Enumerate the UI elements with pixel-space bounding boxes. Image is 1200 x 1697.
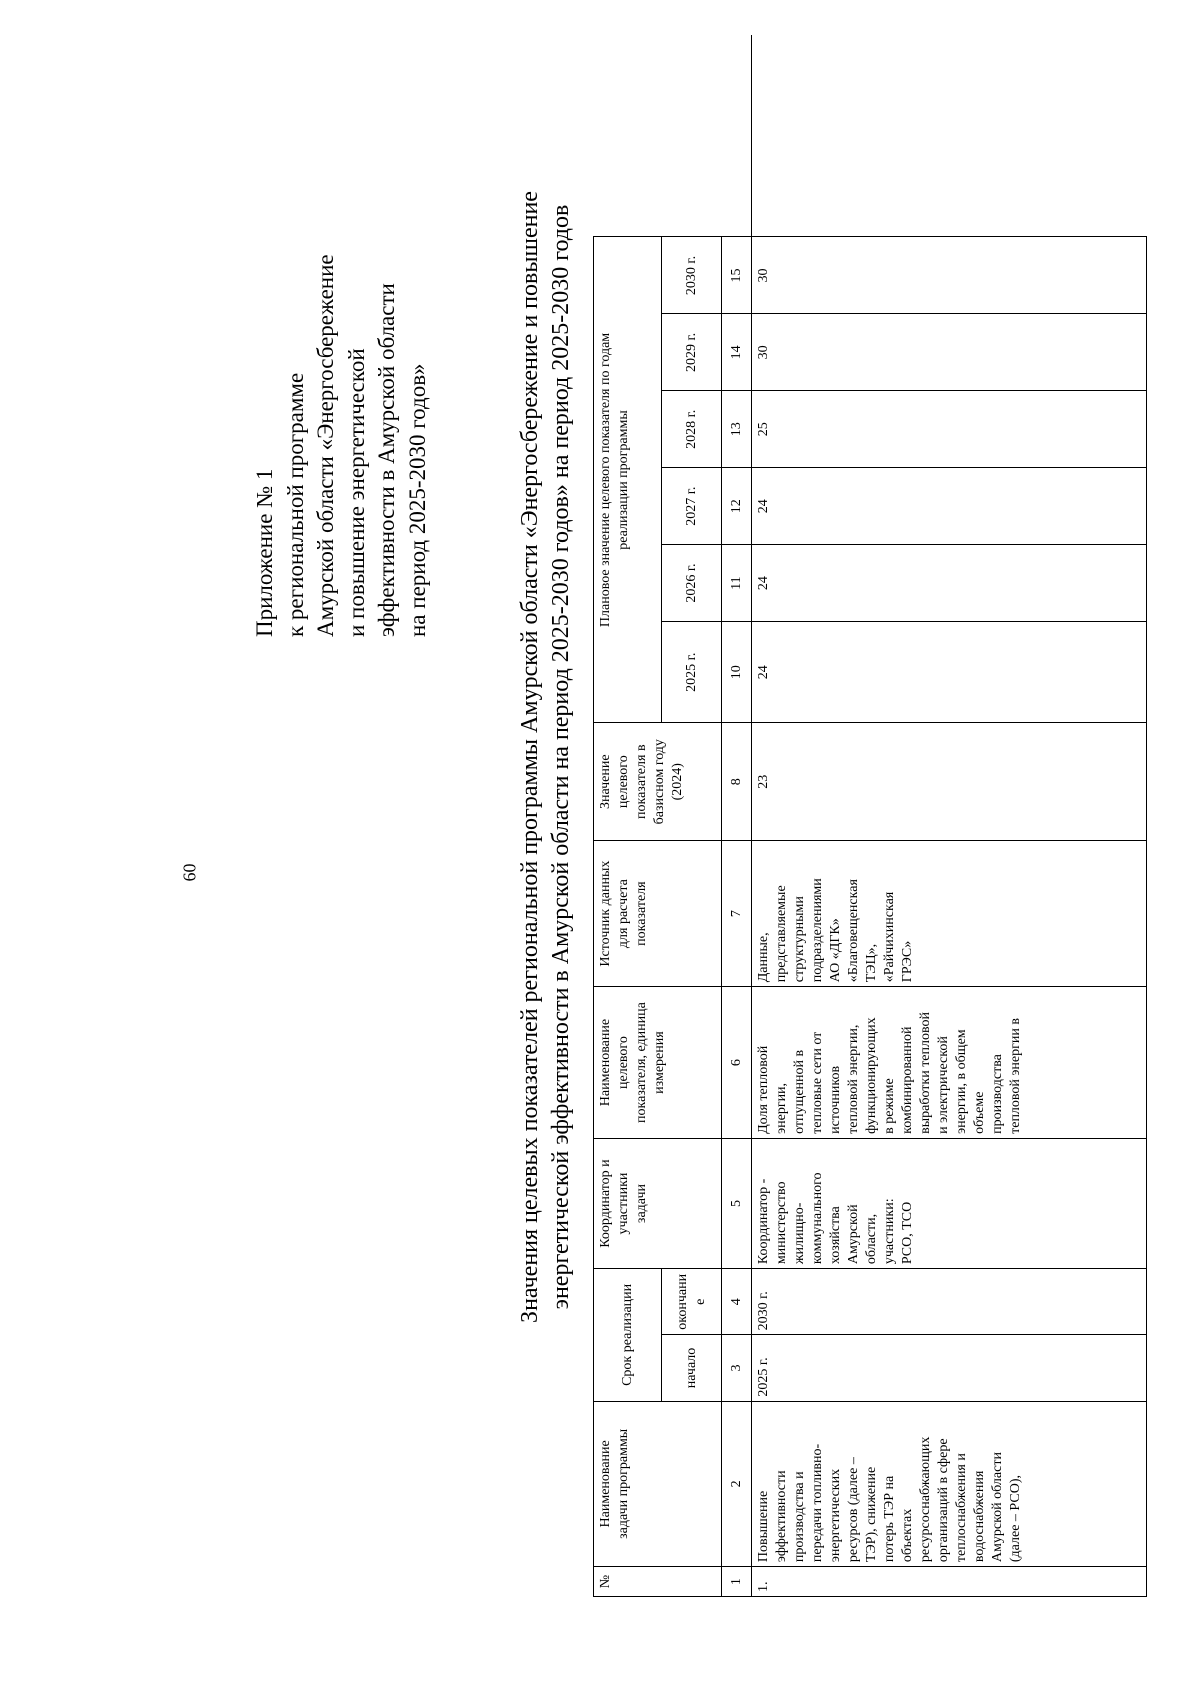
table-row: [752, 35, 1147, 1597]
header-planned: Плановое значение целевого показателя по годам реализации программы: [594, 237, 662, 723]
title-line-2: энергетической эффективности в Амурской области на период 2025-2030 годов» на период 2025-2030 годов: [548, 204, 574, 1310]
cell-source: Данные, представляемые структурными подразделениями АО «ДГК» «Благовещенская ТЭЦ», «Райчихинская ГРЭС»: [752, 840, 1147, 986]
column-number: 7: [722, 840, 752, 986]
column-number: 10: [722, 622, 752, 723]
document-title: [515, 0, 577, 1697]
header-source: Источник данных для расчета показателя: [594, 840, 722, 986]
cell-start: 2025 г.: [752, 1335, 1147, 1401]
cell-base-value: 23: [752, 723, 1147, 840]
header-year: 2025 г.: [662, 622, 722, 723]
cell-year-value: 24: [752, 468, 1147, 545]
header-end: окончани е: [662, 1269, 722, 1335]
cell-year-value: 24: [752, 545, 1147, 622]
header-year: 2030 г.: [662, 237, 722, 314]
header-row-1: [594, 35, 662, 1597]
indicators-table: [593, 35, 1147, 1597]
cell-year-value: 30: [752, 314, 1147, 391]
header-year: 2028 г.: [662, 391, 722, 468]
appendix-block: [250, 77, 433, 637]
header-start: начало: [662, 1335, 722, 1401]
appendix-line: Амурской области «Энергосбережение: [313, 254, 338, 637]
cell-num: 1.: [752, 1567, 1147, 1597]
header-period: Срок реализации: [594, 1269, 662, 1401]
cell-coordinator: Координатор - министерство жилищно- коммунального хозяйства Амурской области, участники: РСО, ТСО: [752, 1138, 1147, 1268]
column-number: 8: [722, 723, 752, 840]
appendix-line: к региональной программе: [282, 372, 308, 637]
cell-year-value: 25: [752, 391, 1147, 468]
column-number: 5: [722, 1138, 752, 1268]
column-number: 13: [722, 391, 752, 468]
title-line-1: Значения целевых показателей региональной программы Амурской области «Энергосбережение и повышение: [517, 191, 543, 1323]
column-number: 2: [722, 1401, 752, 1567]
header-coordinator: Координатор и участники задачи: [594, 1138, 722, 1268]
cell-end: 2030 г.: [752, 1269, 1147, 1335]
cell-indicator: Доля тепловой энергии, отпущенной в тепловые сети от источников тепловой энергии, функционирующих в режиме комбинированной выработки тепловой и электрической энергии, в общем объеме производства тепловой энергии в: [752, 987, 1147, 1139]
column-number: 15: [722, 237, 752, 314]
cell-year-value: 24: [752, 622, 1147, 723]
empty-area: [594, 35, 752, 237]
column-number: 3: [722, 1335, 752, 1401]
appendix-line: на период 2025-2030 годов»: [404, 363, 430, 637]
appendix-line: Приложение № 1: [252, 468, 277, 637]
column-number: 14: [722, 314, 752, 391]
appendix-line: и повышение энергетической: [343, 348, 369, 637]
header-year: 2029 г.: [662, 314, 722, 391]
cell-task: Повышение эффективности производства и передачи топливно- энергетических ресурсов (далее – ТЭР), снижение потерь ТЭР на объектах ресурсоснабжающих организаций в сфере теплоснабжения и водоснабжения Амурской области (далее – РСО),: [752, 1401, 1147, 1567]
column-number: 1: [722, 1567, 752, 1597]
cell-year-value: 30: [752, 237, 1147, 314]
header-indicator: Наименование целевого показателя, единица измерения: [594, 987, 722, 1139]
header-year: 2026 г.: [662, 545, 722, 622]
column-number: 12: [722, 468, 752, 545]
column-number: 6: [722, 987, 752, 1139]
empty-area: [752, 35, 1147, 237]
header-task: Наименование задачи программы: [594, 1401, 722, 1567]
appendix-line: эффективности в Амурской области: [374, 283, 399, 637]
header-year: 2027 г.: [662, 468, 722, 545]
column-numbers-row: [722, 35, 752, 1597]
header-base-value: Значение целевого показателя в базисном году (2024): [594, 723, 722, 840]
header-num: №: [594, 1567, 722, 1597]
column-number: 11: [722, 545, 752, 622]
page-number: 60: [179, 863, 200, 882]
column-number: 4: [722, 1269, 752, 1335]
